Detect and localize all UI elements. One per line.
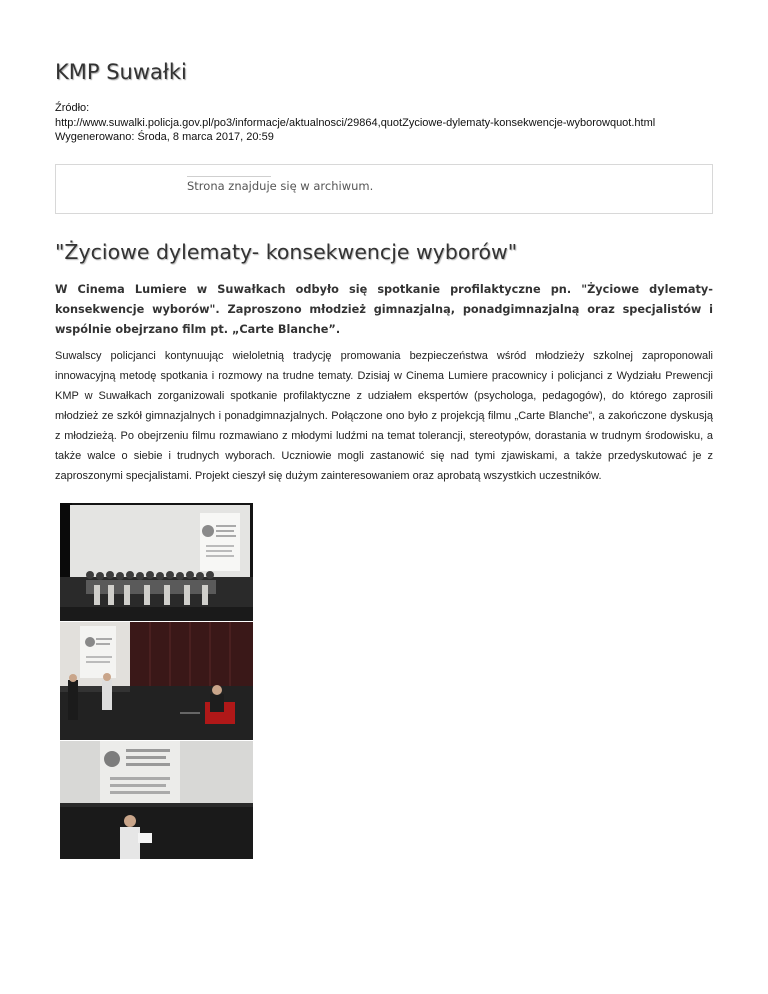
archive-message: Strona znajduje się w archiwum. xyxy=(187,179,374,193)
article-lead: W Cinema Lumiere w Suwałkach odbyło się spotkanie profilaktyczne pn. "Życiowe dylematy-konsekwencje wyborów". Zaproszono młodzież gimnazjalną, ponadgimnazjalną oraz specjalistów i wspólnie obejrzano film pt. „Carte Blanche”. xyxy=(55,283,713,336)
generated-date: Wygenerowano: Środa, 8 marca 2017, 20:59 xyxy=(55,131,274,143)
article-body: Suwalscy policjanci kontynuując wieloletnią tradycję promowania bezpieczeństwa wśród młodzieży szkolnej zaproponowali innowacyjną metodę spotkania i rozmowy na trudne tematy. Dzisiaj w Cinema Lumiere pracownicy i policjanci z Wydziału Prewencji KMP w Suwałkach zorganizowali spotkanie profilaktyczne z udziałem ekspertów (psychologa, pedagogów), do którego zaprosili młodzież ze szkół gimnazjalnych i ponadgimnazjalnych. Połączone ono było z projekcją filmu „Carte Blanche”, a zakończone dyskusją z młodzieżą. Po obejrzeniu filmu rozmawiano z młodymi ludźmi na temat tolerancji, stereotypów, dorastania w trudnym środowisku, a także walce o siebie i trudnych wyborach. Uczniowie mogli zastanowić się nad tymi zjawiskami, a także przedyskutować je z zaproszonymi specjalistami. Projekt cieszył się dużym zainteresowaniem oraz aprobatą wszystkich uczestników. xyxy=(55,350,713,482)
gallery-photo-presenter[interactable] xyxy=(60,741,253,859)
article-title: "Życiowe dylematy- konsekwencje wyborów" xyxy=(55,240,518,264)
source-url[interactable]: http://www.suwalki.policja.gov.pl/po3/informacje/aktualnosci/29864,quotZyciowe-dylematy-konsekwencje-wyborowquot.html xyxy=(55,116,656,129)
notice-divider xyxy=(187,176,271,177)
gallery-photo-speakers[interactable] xyxy=(60,622,253,740)
source-meta xyxy=(55,101,655,145)
archive-notice xyxy=(55,164,713,214)
gallery-photo-group[interactable] xyxy=(60,503,253,621)
source-label: Źródło: xyxy=(55,102,90,114)
site-title: KMP Suwałki xyxy=(55,60,187,84)
